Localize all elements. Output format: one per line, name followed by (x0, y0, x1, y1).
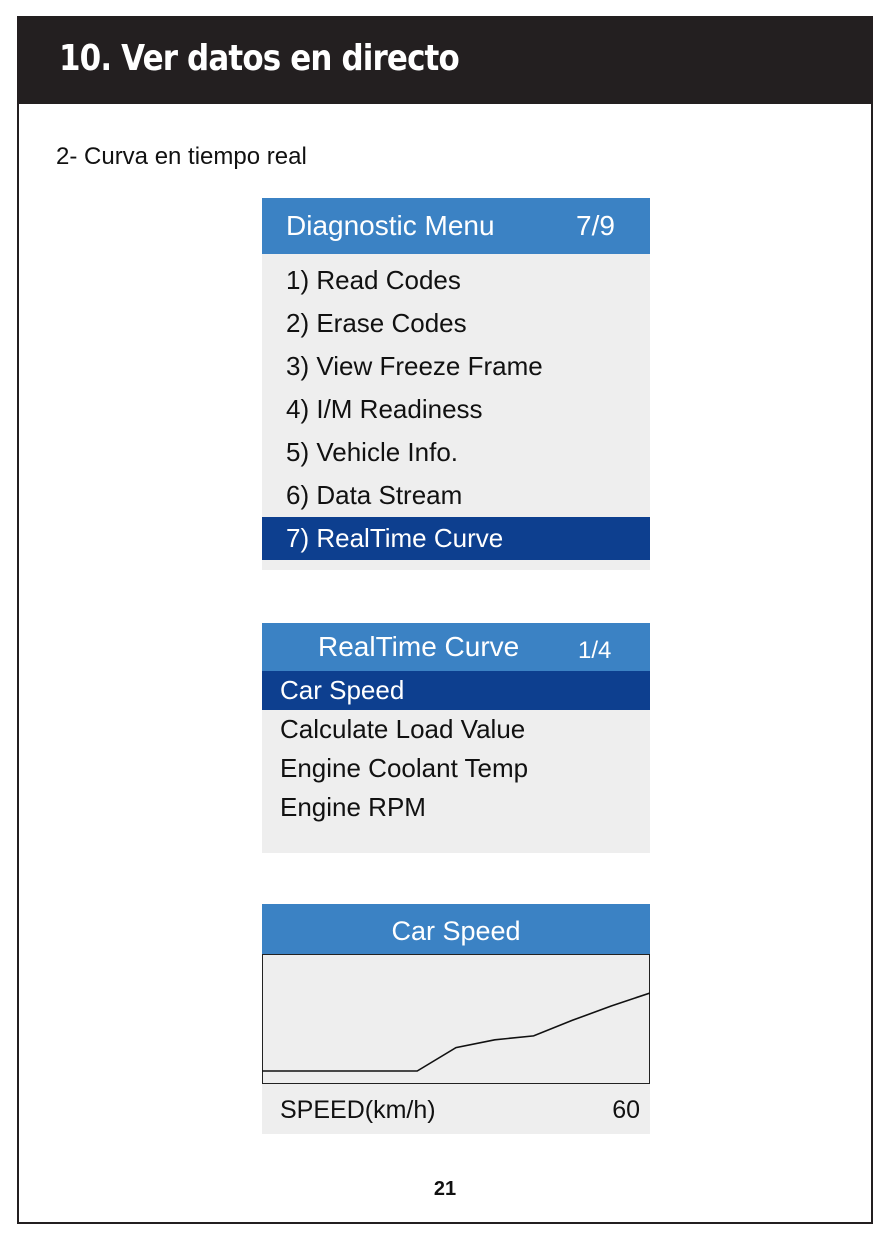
menu-item[interactable]: 3) View Freeze Frame (286, 351, 543, 381)
realtime-curve-title: RealTime Curve (318, 631, 520, 662)
menu-item[interactable]: 1) Read Codes (286, 265, 461, 295)
menu-item[interactable]: Engine RPM (280, 792, 426, 822)
diagnostic-menu-header (262, 198, 650, 254)
realtime-curve-menu-screen (262, 623, 650, 853)
section-title: 10. Ver datos en directo (59, 38, 459, 79)
manual-page (17, 16, 873, 1224)
menu-item[interactable]: 2) Erase Codes (286, 308, 467, 338)
menu-item[interactable]: 5) Vehicle Info. (286, 437, 458, 467)
realtime-curve-header (262, 623, 650, 671)
car-speed-readout (262, 1084, 650, 1134)
realtime-curve-page-indicator: 1/4 (578, 637, 612, 664)
car-speed-chart (262, 954, 650, 1084)
menu-item[interactable]: 4) I/M Readiness (286, 394, 483, 424)
diagnostic-menu-screen (262, 198, 650, 570)
subsection-title: 2- Curva en tiempo real (56, 143, 307, 170)
menu-item[interactable]: 6) Data Stream (286, 480, 463, 510)
page-number: 21 (433, 1178, 457, 1200)
car-speed-chart-svg (262, 954, 650, 1084)
speed-unit-label: SPEED(km/h) (280, 1096, 436, 1124)
diagnostic-menu-page-indicator: 7/9 (576, 210, 615, 241)
menu-item[interactable]: Calculate Load Value (280, 714, 526, 744)
car-speed-header (262, 904, 650, 954)
menu-item[interactable]: Car Speed (262, 671, 650, 710)
chart-plot-area (263, 955, 650, 1084)
section-header-bar (19, 18, 871, 104)
speed-value: 60 (612, 1096, 640, 1124)
car-speed-title: Car Speed (391, 916, 521, 946)
car-speed-chart-screen (262, 904, 650, 1134)
diagnostic-menu-title: Diagnostic Menu (286, 210, 495, 241)
menu-item[interactable]: 7) RealTime Curve (262, 517, 650, 560)
menu-item[interactable]: Engine Coolant Temp (280, 753, 529, 783)
